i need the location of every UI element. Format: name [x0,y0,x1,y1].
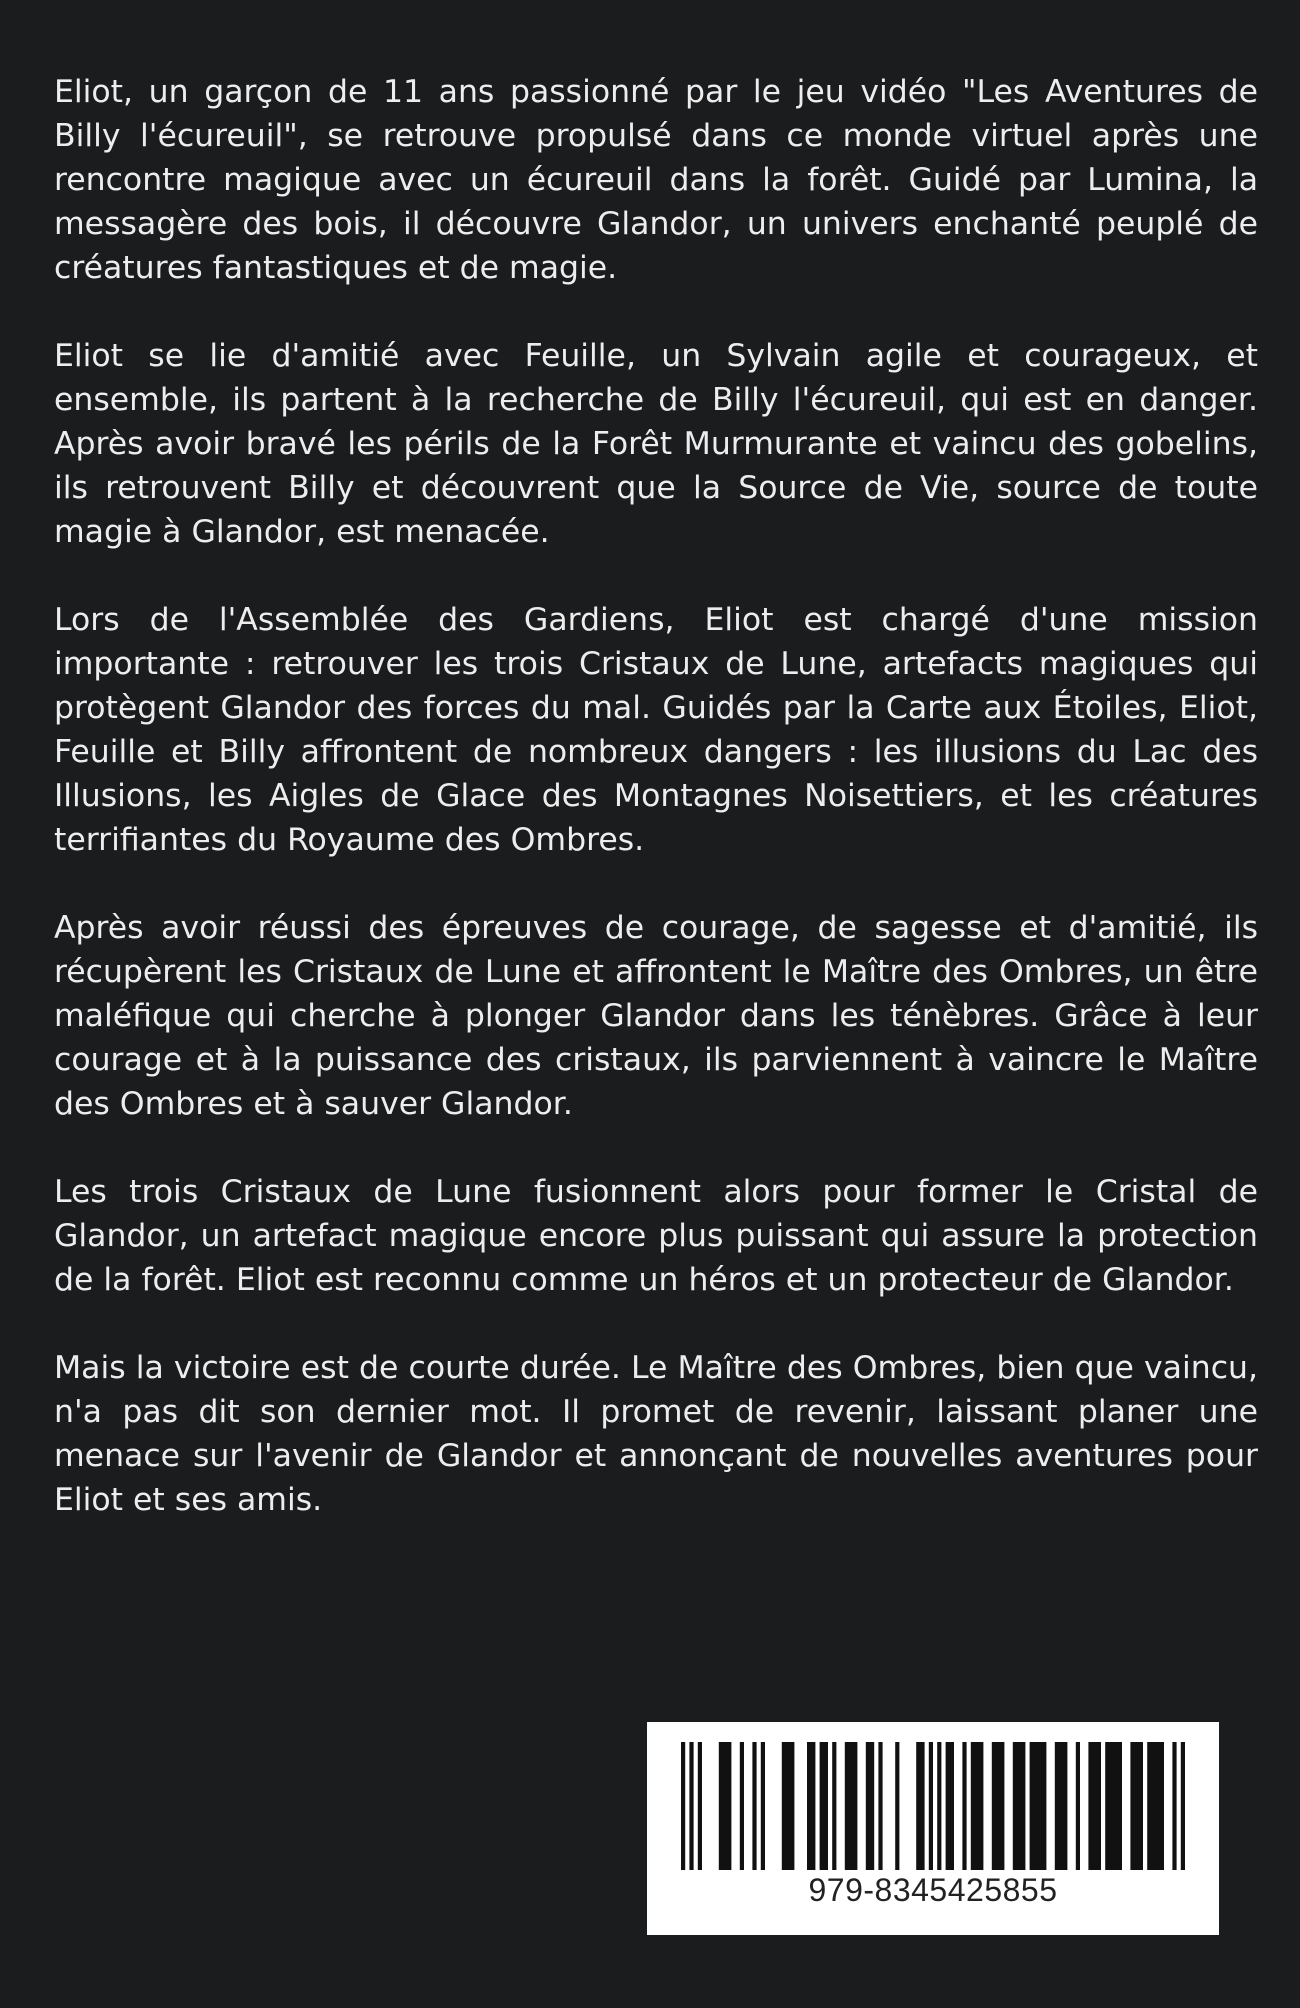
barcode-bar [946,1742,954,1870]
barcode-bar [681,1742,685,1870]
barcode-bar [866,1742,874,1870]
barcode-bar [782,1742,795,1870]
barcode-bar [929,1742,933,1870]
barcode-bar [971,1742,984,1870]
barcode-bar [878,1742,882,1870]
barcode-bar [1055,1742,1068,1870]
barcode-bar [698,1742,702,1870]
barcode-bar [895,1742,899,1870]
barcode-bar [992,1742,1005,1870]
barcode-box [647,1722,1219,1935]
barcode-bar [740,1742,744,1870]
barcode-bar [1130,1742,1143,1870]
blurb-paragraph-6: Mais la victoire est de courte durée. Le Maître des Ombres, bien que vaincu, n'a pas dit son dernier mot. Il promet de revenir, laissant planer une menace sur l'avenir de Glandor et annonçant de nouvelles aventures pour Eliot et ses amis. [54,1350,1258,1518]
barcode-bar [845,1742,858,1870]
blurb-paragraph-2: Eliot se lie d'amitié avec Feuille, un Sylvain agile et courageux, et ensemble, ils partent à la recherche de Billy l'écureuil, qui est en danger. Après avoir bravé les périls de la Forêt Murmurante et vaincu des gobelins, ils retrouvent Billy et découvrent que la Source de Vie, source de toute magie à Glandor, est menacée. [54,338,1258,550]
barcode-bar [1105,1742,1122,1870]
barcode-bar [937,1742,941,1870]
barcode-bar [761,1742,765,1870]
barcode-bar [807,1742,815,1870]
barcode-bar [820,1742,828,1870]
barcode-bar [1172,1742,1176,1870]
barcode-bar [1030,1742,1047,1870]
blurb-paragraph-3: Lors de l'Assemblée des Gardiens, Eliot est chargé d'une mission importante : retrouver les trois Cristaux de Lune, artefacts magiques qui protègent Glandor des forces du mal. Guidés par la Carte aux Étoiles, Eliot, Feuille et Billy affrontent de nombreux dangers : les illusions du Lac des Illusions, les Aigles de Glace des Montagnes Noisettiers, et les créatures terrifiantes du Royaume des Ombres. [54,602,1258,858]
barcode-bar [1147,1742,1164,1870]
barcode-bar [1076,1742,1080,1870]
isbn-number: 979-8345425855 [808,1872,1058,1908]
blurb-paragraph-1: Eliot, un garçon de 11 ans passionné par le jeu vidéo "Les Aventures de Billy l'écureuil", se retrouve propulsé dans ce monde virtuel après une rencontre magique avec un écureuil dans la forêt. Guidé par Lumina, la messagère des bois, il découvre Glandor, un univers enchanté peuplé de créatures fantastiques et de magie. [54,74,1258,286]
barcode-icon [681,1742,1185,1870]
barcode-bar [1181,1742,1185,1870]
barcode-bar [1013,1742,1026,1870]
barcode-bar [719,1742,732,1870]
barcode-bar [752,1742,756,1870]
blurb-paragraph-5: Les trois Cristaux de Lune fusionnent alors pour former le Cristal de Glandor, un artefact magique encore plus puissant qui assure la protection de la forêt. Eliot est reconnu comme un héros et un protecteur de Glandor. [54,1174,1258,1298]
blurb [54,70,1258,1566]
barcode-bar [962,1742,966,1870]
barcode-bar [689,1742,693,1870]
barcode-bar [916,1742,924,1870]
barcode-bar [832,1742,836,1870]
barcode-bar [1088,1742,1101,1870]
blurb-paragraph-4: Après avoir réussi des épreuves de courage, de sagesse et d'amitié, ils récupèrent les Cristaux de Lune et affrontent le Maître des Ombres, un être maléfique qui cherche à plonger Glandor dans les ténèbres. Grâce à leur courage et à la puissance des cristaux, ils parviennent à vaincre le Maître des Ombres et à sauver Glandor. [54,910,1258,1122]
